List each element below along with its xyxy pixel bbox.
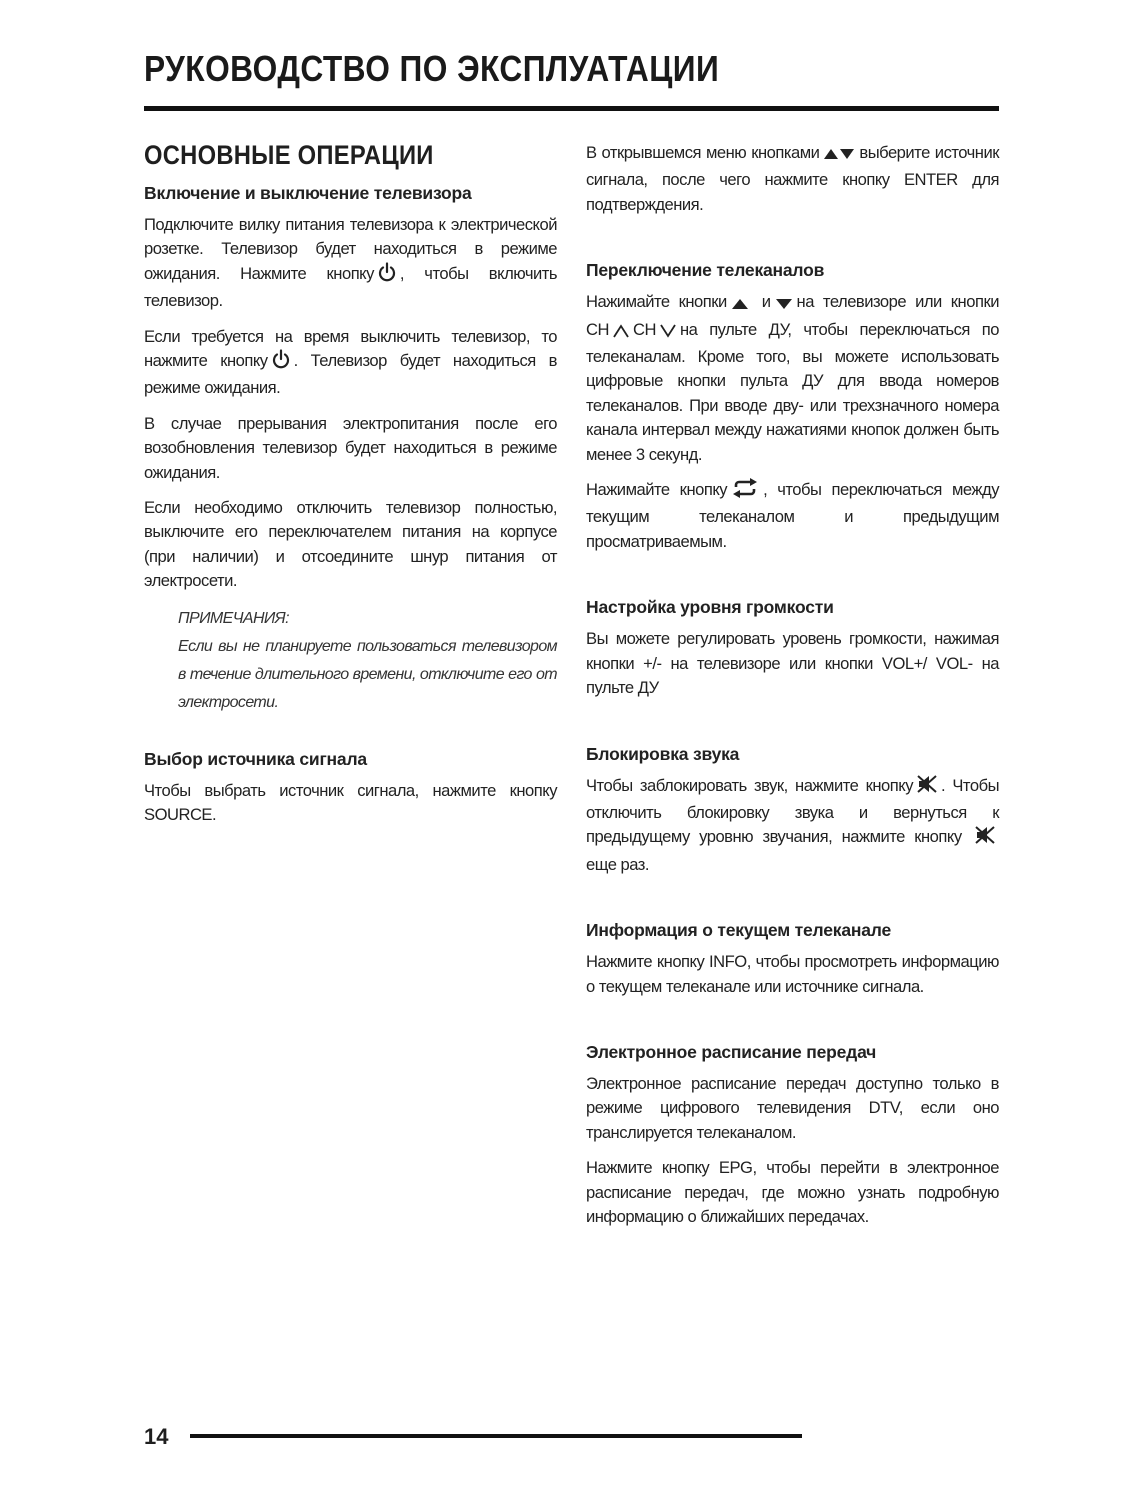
page-footer [144,1422,804,1452]
mute-icon [917,774,937,801]
left-column [144,140,557,839]
mute-p1-text-c: еще раз. [586,854,650,874]
note-title: ПРИМЕЧАНИЯ: [178,609,289,627]
channels-p1-text-a: Нажимайте кнопки [586,292,727,312]
volume-paragraph-1: Вы можете регулировать уровень громкости, нажимая кнопки +/- на телевизоре или кнопки VOL+/ VOL- на пульте ДУ [586,629,999,698]
power-heading: Включение и выключение телевизора [144,183,472,203]
channels-p1-and: и [761,292,771,312]
volume-heading: Настройка уровня громкости [586,597,834,618]
power-paragraph-1 [144,213,557,314]
power-icon [272,349,290,376]
channels-p1-ch2: CH [632,319,656,339]
note-text: Если вы не планируете пользоваться телевизором в течение длительного времени, отключите его от электросети. [178,637,557,711]
source-p2-text-b: выберите источник сигнала, после чего нажмите кнопку ENTER для подтверждения. [586,143,999,214]
channels-p2-text-b: , чтобы переключаться между текущим телеканалом и предыдущим просматриваемым. [586,480,999,551]
source-p2-text-a: В открывшемся меню кнопками [586,143,820,162]
power-paragraph-3: В случае прерывания электропитания после его возобновления телевизор будет находиться в режиме ожидания. [144,413,557,482]
epg-paragraph-1: Электронное расписание передач доступно только в режиме цифрового телевидения DTV, если оно транслируется телеканалом. [586,1073,999,1142]
channels-paragraph-2 [586,478,999,554]
channels-p1-text-c: на пульте ДУ, чтобы переключаться по телеканалам. Кроме того, вы можете использовать цифровые кнопки пульта ДУ для ввода номеров телеканалов. При вводе дву- или трехзначного номера канала интервал между нажатиями кнопок должен быть менее 3 секунд. [586,319,999,464]
source-paragraph-2 [586,141,999,217]
channels-heading: Переключение телеканалов [586,260,825,281]
power-paragraph-2 [144,325,557,401]
info-heading: Информация о текущем телеканале [586,920,891,941]
up-triangle-icon [731,293,749,317]
header-rule [144,106,999,111]
mute-p1-text-a: Чтобы заблокировать звук, нажмите кнопку [586,775,913,795]
chevron-up-icon [613,321,629,345]
up-down-arrows-icon [823,144,855,168]
right-column [586,141,999,1240]
source-paragraph-1: Чтобы выбрать источник сигнала, нажмите кнопку SOURCE. [144,780,557,825]
page-number: 14 [144,1424,169,1449]
channels-p1-text-b: на телевизоре или кнопки CH [586,292,999,339]
page-header [144,48,999,90]
mute-heading: Блокировка звука [586,743,740,764]
epg-paragraph-2: Нажмите кнопку EPG, чтобы перейти в электронное расписание передач, где можно узнать подробную информацию о ближайших передачах. [586,1158,999,1226]
document-title: РУКОВОДСТВО ПО ЭКСПЛУАТАЦИИ [144,48,720,89]
power-p2-text-a: Если требуется на время выключить телевизор, то нажмите кнопку [144,326,557,371]
power-p2-text-b: . Телевизор будет находиться в режиме ожидания. [144,351,557,398]
recall-icon [731,478,759,505]
section-title: ОСНОВНЫЕ ОПЕРАЦИИ [144,140,434,170]
footer-rule [190,1434,802,1438]
source-heading: Выбор источника сигнала [144,748,367,769]
mute-icon [975,825,995,852]
mute-p1-text-b: . Чтобы отключить блокировку звука и вернуться к предыдущему уровню звучания, нажмите кнопку [586,775,999,847]
power-icon [378,262,396,289]
chevron-down-icon [660,321,676,345]
channels-p2-text-a: Нажимайте кнопку [586,480,728,500]
channels-paragraph-1 [586,290,999,467]
power-p1-text-a: Подключите вилку питания телевизора к электрической розетке. Телевизор будет находиться в режиме ожидания. Нажмите кнопку [144,215,557,283]
info-paragraph-1: Нажмите кнопку INFO, чтобы просмотреть информацию о текущем телеканале или источнике сигнала. [586,952,999,996]
down-triangle-icon [775,293,793,317]
note [178,605,557,717]
epg-heading: Электронное расписание передач [586,1041,877,1062]
power-paragraph-4: Если необходимо отключить телевизор полностью, выключите его переключателем питания на корпусе (при наличии) и отсоедините шнур питания от электросети. [144,498,557,591]
power-p1-text-b: , чтобы включить телевизор. [144,263,557,311]
mute-paragraph-1 [586,774,999,878]
